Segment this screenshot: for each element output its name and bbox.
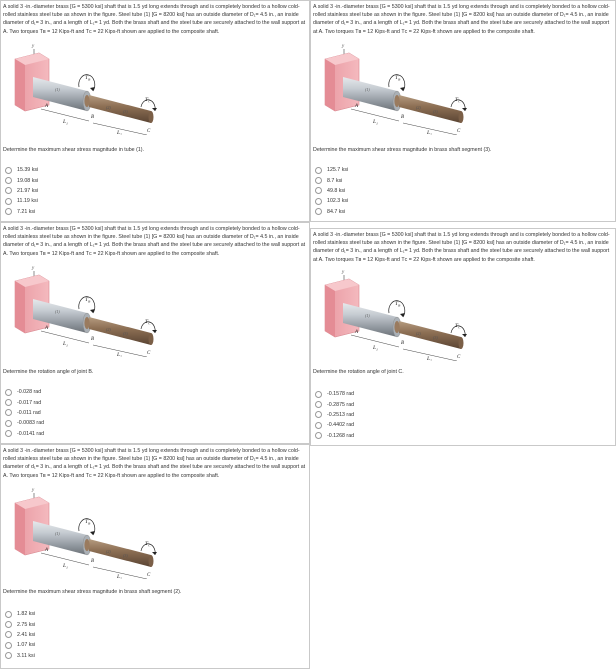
composite-shaft-diagram <box>5 261 157 357</box>
answer-option[interactable] <box>5 196 38 206</box>
radio-button[interactable] <box>5 642 12 649</box>
radio-button[interactable] <box>5 208 12 215</box>
figure-slot <box>5 261 157 357</box>
segment-2-label: (2) <box>106 327 111 332</box>
option-label: -0.0083 rad <box>17 420 45 427</box>
answer-option[interactable] <box>315 175 348 185</box>
segment-2-label: (2) <box>416 331 421 336</box>
point-b-label: B <box>401 341 405 346</box>
point-a-label: A <box>355 104 359 109</box>
torque-c-label: $T_C$ <box>145 319 151 326</box>
brass-shaft <box>394 95 463 123</box>
answer-option[interactable] <box>315 410 354 420</box>
radio-button[interactable] <box>315 187 322 194</box>
option-label: 102.3 ksi <box>327 198 349 205</box>
torque-c-label: $T_C$ <box>145 97 151 104</box>
option-label: 3.11 ksi <box>17 652 35 659</box>
composite-shaft-diagram <box>315 265 467 361</box>
torque-c-label: $T_C$ <box>455 323 461 330</box>
option-label: -0.0141 rad <box>17 430 45 437</box>
length-l1-label: $L_1$ <box>63 563 68 570</box>
radio-button[interactable] <box>315 422 322 429</box>
question-prompt: Determine the rotation angle of joint B. <box>3 369 94 375</box>
torque-c-label: $T_C$ <box>455 97 461 104</box>
question-panel-2 <box>310 0 616 222</box>
y-axis-label: y <box>342 44 345 49</box>
answer-options <box>5 165 38 217</box>
answer-option[interactable] <box>315 389 354 399</box>
answer-option[interactable] <box>5 630 35 640</box>
answer-option[interactable] <box>315 431 354 441</box>
composite-shaft-diagram <box>5 39 157 135</box>
brass-shaft <box>84 539 153 567</box>
answer-option[interactable] <box>315 186 348 196</box>
question-prompt: Determine the rotation angle of joint C. <box>313 369 404 375</box>
answer-option[interactable] <box>315 165 348 175</box>
option-label: 2.75 ksi <box>17 621 36 628</box>
option-label: -0.017 rad <box>17 399 42 406</box>
radio-button[interactable] <box>315 177 322 184</box>
y-axis-label: y <box>32 266 35 271</box>
answer-option[interactable] <box>5 418 44 428</box>
length-l2-label: $L_2$ <box>117 574 122 579</box>
option-label: 21.97 ksi <box>17 187 39 194</box>
torque-c-label: $T_C$ <box>145 541 151 548</box>
problem-statement: A solid 3 -in.-diameter brass [G = 5300 ksi] shaft that is 1.5 yd long extends through and is completely bonded to a hollow cold-rolled stainless steel tube as shown in the figure. Steel tube (1) [G = 8200 ksi] has an outside diameter of D₁= 4.5 in., an inside diameter of d₁= 3 in., and a length of L₁= 1 yd. Both the brass shaft and the steel tube are securely attached to the wall support at A. Two torques Tʙ = 12 Kips-ft and Tᴄ = 22 Kips-ft shown are applied to the composite shaft. <box>3 226 306 257</box>
answer-option[interactable] <box>315 420 354 430</box>
radio-button[interactable] <box>315 432 322 439</box>
radio-button[interactable] <box>315 411 322 418</box>
segment-2-label: (2) <box>106 105 111 110</box>
radio-button[interactable] <box>5 611 12 618</box>
point-c-label: C <box>147 351 151 356</box>
torque-b-label: $T_B$ <box>85 519 91 526</box>
point-a-label: A <box>45 326 49 331</box>
length-l2-label: $L_2$ <box>117 352 122 357</box>
answer-option[interactable] <box>5 408 44 418</box>
answer-options <box>5 387 44 439</box>
point-c-label: C <box>457 355 461 360</box>
answer-option[interactable] <box>5 397 44 407</box>
point-a-label: A <box>45 104 49 109</box>
point-b-label: B <box>91 115 95 120</box>
length-l2-label: $L_2$ <box>117 130 122 135</box>
answer-option[interactable] <box>5 175 38 185</box>
answer-options <box>315 389 354 441</box>
answer-option[interactable] <box>315 196 348 206</box>
option-label: 1.07 ksi <box>17 642 36 649</box>
option-label: -0.2513 rad <box>327 411 355 418</box>
option-label: 8.7 ksi <box>327 177 343 184</box>
radio-button[interactable] <box>5 399 12 406</box>
radio-button[interactable] <box>315 391 322 398</box>
answer-option[interactable] <box>5 619 35 629</box>
segment-3-label: (3) <box>433 335 438 340</box>
point-c-label: C <box>457 129 461 134</box>
question-panel-5 <box>0 444 310 669</box>
answer-option[interactable] <box>5 207 38 217</box>
option-label: 2.41 ksi <box>17 631 36 638</box>
segment-1-label: (1) <box>55 309 60 314</box>
option-label: 125.7 ksi <box>327 167 349 174</box>
radio-button[interactable] <box>5 389 12 396</box>
option-label: -0.028 rad <box>17 389 42 396</box>
answer-option[interactable] <box>5 609 35 619</box>
radio-button[interactable] <box>315 208 322 215</box>
radio-button[interactable] <box>315 198 322 205</box>
point-a-label: A <box>355 330 359 335</box>
answer-option[interactable] <box>5 186 38 196</box>
length-l1-label: $L_1$ <box>63 119 68 126</box>
option-label: -0.011 rad <box>17 409 41 416</box>
figure-slot <box>315 39 467 135</box>
question-panel-4 <box>310 228 616 446</box>
problem-statement: A solid 3 -in.-diameter brass [G = 5300 ksi] shaft that is 1.5 yd long extends through and is completely bonded to a hollow cold-rolled stainless steel tube as shown in the figure. Steel tube (1) [G = 8200 ksi] has an outside diameter of D₁= 4.5 in., an inside diameter of d₁= 3 in., and a length of L₁= 1 yd. Both the brass shaft and the steel tube are securely attached to the wall support at A. Two torques Tʙ = 12 Kips-ft and Tᴄ = 22 Kips-ft shown are applied to the composite shaft. <box>313 4 610 35</box>
option-label: 11.19 ksi <box>17 198 38 205</box>
point-b-label: B <box>401 115 405 120</box>
question-prompt: Determine the maximum shear stress magnitude in brass shaft segment (2). <box>3 589 182 595</box>
point-b-label: B <box>91 559 95 564</box>
option-label: -0.1268 rad <box>327 432 355 439</box>
brass-shaft <box>84 95 153 123</box>
torque-b-label: $T_B$ <box>85 297 91 304</box>
length-l2-label: $L_2$ <box>427 356 432 361</box>
answer-option[interactable] <box>315 399 354 409</box>
brass-shaft <box>84 317 153 345</box>
radio-button[interactable] <box>315 167 322 174</box>
radio-button[interactable] <box>5 652 12 659</box>
radio-button[interactable] <box>315 401 322 408</box>
answer-option[interactable] <box>5 429 44 439</box>
segment-1-label: (1) <box>365 87 370 92</box>
option-label: 19.08 ksi <box>17 177 39 184</box>
torque-b-label: $T_B$ <box>85 75 91 82</box>
length-l1-label: $L_1$ <box>63 341 68 348</box>
segment-3-label: (3) <box>123 109 128 114</box>
option-label: -0.4402 rad <box>327 422 355 429</box>
option-label: 84.7 ksi <box>327 208 346 215</box>
segment-1-label: (1) <box>55 531 60 536</box>
figure-slot <box>5 39 157 135</box>
point-a-label: A <box>45 548 49 553</box>
y-axis-label: y <box>32 488 35 493</box>
composite-shaft-diagram <box>5 483 157 579</box>
answer-options <box>5 609 35 661</box>
answer-option[interactable] <box>5 640 35 650</box>
option-label: 1.82 ksi <box>17 611 36 618</box>
figure-slot <box>315 265 467 361</box>
segment-3-label: (3) <box>123 331 128 336</box>
point-c-label: C <box>147 573 151 578</box>
radio-button[interactable] <box>5 409 12 416</box>
y-axis-label: y <box>32 44 35 49</box>
radio-button[interactable] <box>5 621 12 628</box>
option-label: -0.1578 rad <box>327 391 355 398</box>
y-axis-label: y <box>342 270 345 275</box>
answer-option[interactable] <box>5 165 38 175</box>
option-label: 7.21 ksi <box>17 208 36 215</box>
answer-option[interactable] <box>5 651 35 661</box>
problem-statement: A solid 3 -in.-diameter brass [G = 5300 ksi] shaft that is 1.5 yd long extends through and is completely bonded to a hollow cold-rolled stainless steel tube as shown in the figure. Steel tube (1) [G = 8200 ksi] has an outside diameter of D₁= 4.5 in., an inside diameter of d₁= 3 in., and a length of L₁= 1 yd. Both the brass shaft and the steel tube are securely attached to the wall support at A. Two torques Tʙ = 12 Kips-ft and Tᴄ = 22 Kips-ft shown are applied to the composite shaft. <box>3 4 306 35</box>
segment-3-label: (3) <box>433 109 438 114</box>
point-c-label: C <box>147 129 151 134</box>
length-l2-label: $L_2$ <box>427 130 432 135</box>
segment-1-label: (1) <box>55 87 60 92</box>
question-prompt: Determine the maximum shear stress magnitude in brass shaft segment (3). <box>313 147 492 153</box>
segment-3-label: (3) <box>123 553 128 558</box>
radio-button[interactable] <box>5 177 12 184</box>
length-l1-label: $L_1$ <box>373 345 378 352</box>
radio-button[interactable] <box>5 631 12 638</box>
length-l1-label: $L_1$ <box>373 119 378 126</box>
answer-option[interactable] <box>315 207 348 217</box>
question-panel-3 <box>0 222 310 444</box>
segment-1-label: (1) <box>365 313 370 318</box>
composite-shaft-diagram <box>315 39 467 135</box>
torque-b-label: $T_B$ <box>395 75 401 82</box>
torque-b-label: $T_B$ <box>395 301 401 308</box>
radio-button[interactable] <box>5 430 12 437</box>
question-panel-1 <box>0 0 310 222</box>
question-prompt: Determine the maximum shear stress magnitude in tube (1). <box>3 147 145 153</box>
brass-shaft <box>394 321 463 349</box>
radio-button[interactable] <box>5 167 12 174</box>
radio-button[interactable] <box>5 187 12 194</box>
radio-button[interactable] <box>5 198 12 205</box>
segment-2-label: (2) <box>106 549 111 554</box>
figure-slot <box>5 483 157 579</box>
segment-2-label: (2) <box>416 105 421 110</box>
option-label: 49.8 ksi <box>327 187 346 194</box>
option-label: -0.2875 rad <box>327 401 355 408</box>
point-b-label: B <box>91 337 95 342</box>
option-label: 15.39 ksi <box>17 167 39 174</box>
problem-statement: A solid 3 -in.-diameter brass [G = 5300 ksi] shaft that is 1.5 yd long extends through and is completely bonded to a hollow cold-rolled stainless steel tube as shown in the figure. Steel tube (1) [G = 8200 ksi] has an outside diameter of D₁= 4.5 in., an inside diameter of d₁= 3 in., and a length of L₁= 1 yd. Both the brass shaft and the steel tube are securely attached to the wall support at A. Two torques Tʙ = 12 Kips-ft and Tᴄ = 22 Kips-ft shown are applied to the composite shaft. <box>313 232 610 263</box>
answer-option[interactable] <box>5 387 44 397</box>
radio-button[interactable] <box>5 420 12 427</box>
answer-options <box>315 165 348 217</box>
problem-statement: A solid 3 -in.-diameter brass [G = 5300 ksi] shaft that is 1.5 yd long extends through and is completely bonded to a hollow cold-rolled stainless steel tube as shown in the figure. Steel tube (1) [G = 8200 ksi] has an outside diameter of D₁= 4.5 in., an inside diameter of d₁= 3 in., and a length of L₁= 1 yd. Both the brass shaft and the steel tube are securely attached to the wall support at A. Two torques Tʙ = 12 Kips-ft and Tᴄ = 22 Kips-ft shown are applied to the composite shaft. <box>3 448 306 479</box>
